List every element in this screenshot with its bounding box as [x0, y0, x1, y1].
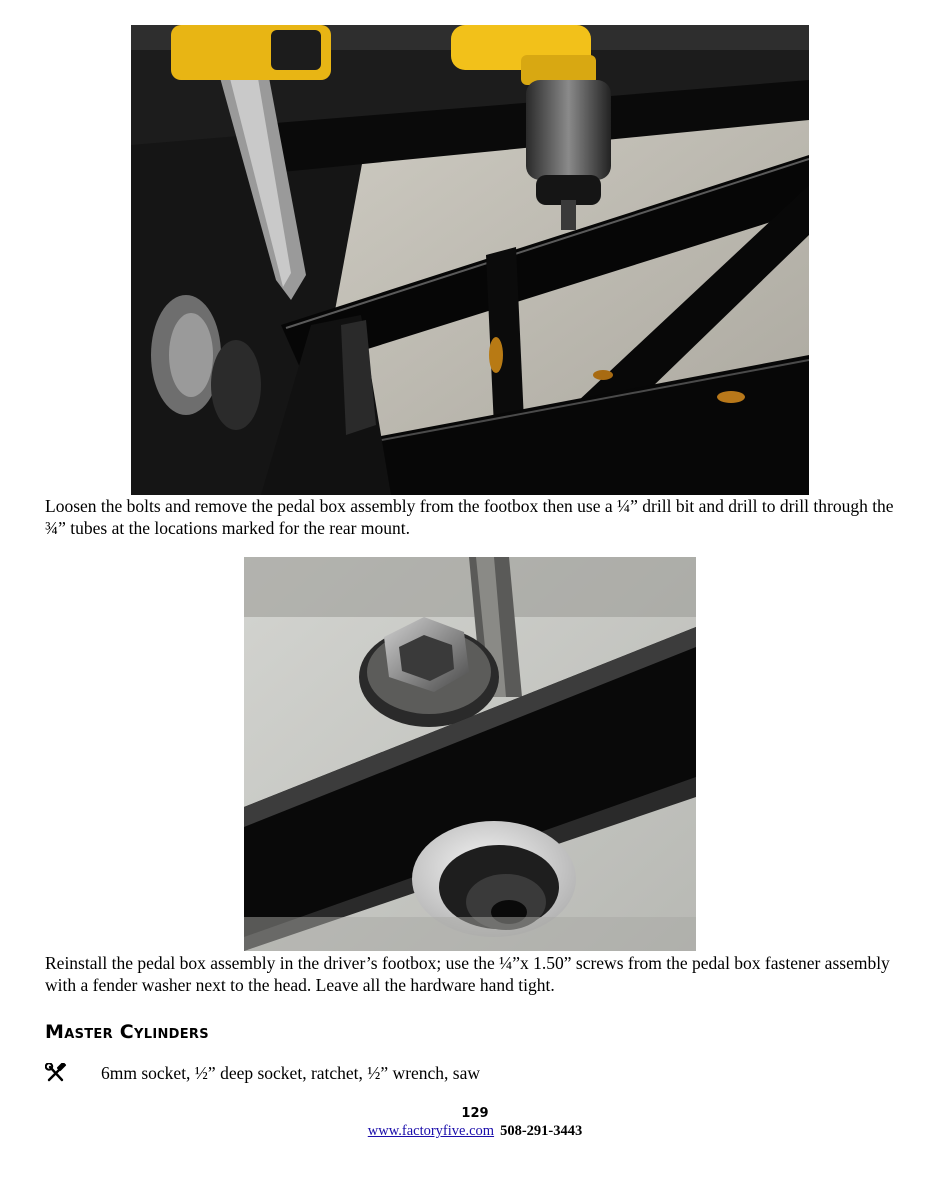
phone-number: 508-291-3443 — [500, 1123, 583, 1139]
drill-frame-photo — [131, 25, 809, 495]
footer-contact — [0, 1123, 950, 1140]
page-number: 129 — [461, 1106, 489, 1121]
caption-drill-instructions: Loosen the bolts and remove the pedal box assembly from the footbox then use a ¼” drill bit and drill to drill through the ¾” tubes at the locations marked for the rear mount. — [45, 496, 894, 538]
website-link[interactable]: www.factoryfive.com — [367, 1123, 495, 1139]
bolt-washer-photo — [244, 557, 696, 951]
caption-reinstall-instructions: Reinstall the pedal box assembly in the driver’s footbox; use the ¼”x 1.50” screws from the pedal box fastener assembly with a fender washer next to the head. Leave all the hardware hand tight. — [45, 953, 890, 995]
tools-text: 6mm socket, ½” deep socket, ratchet, ½” wrench, saw — [101, 1063, 481, 1083]
tools-icon — [45, 1063, 67, 1083]
section-heading: Master Cylinders — [45, 1021, 209, 1043]
